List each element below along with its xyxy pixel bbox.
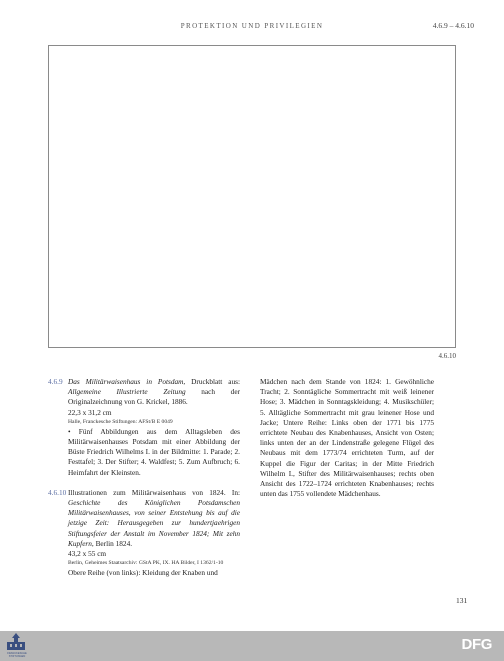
- footer-bar: [0, 631, 504, 661]
- building-icon: [3, 632, 29, 652]
- entry-dimensions: 43,2 x 55 cm: [68, 549, 107, 559]
- catalog-range: 4.6.9 – 4.6.10: [432, 21, 474, 30]
- running-head: PROTEKTION UND PRIVILEGIEN: [180, 22, 324, 30]
- entry-location: Halle, Franckesche Stiftungen: AFSt/B E 0049: [68, 418, 173, 425]
- citation-text: Illustrationen zum Militärwaisenhaus von 1824. In:: [68, 487, 240, 497]
- entry-citation: [68, 377, 240, 408]
- entry-dimensions: 22,3 x 31,2 cm: [68, 407, 112, 417]
- citation-text: , Druckblatt aus:: [183, 377, 240, 386]
- entry-number: 4.6.10: [48, 487, 67, 497]
- figure-placeholder: [48, 45, 456, 348]
- citation-text: , Berlin 1824.: [91, 538, 133, 548]
- entry-description: • Fünf Abbildungen aus dem Alltagsleben des Militärwaisenhauses Potsdam mit einer Abbildung der Büste Friedrich Wilhelms I. in der Bildmitte: 1. Parade; 2. Festtafel; 3. Der Stifter; 4. Waldfest; 5. Zum Aufbruch; 6. Heimfahrt der Kleinsten.: [68, 426, 240, 477]
- entry-description-continued: Mädchen nach dem Stande von 1824: 1. Gewöhnliche Tracht; 2. Sonntägliche Sommertracht mit weiß leinener Hose; 3. Mädchen in Sonntagskleidung; 4. Musikschüler; 5. Alltägliche Sommertracht mit grau leinener Hose und Jacke; Untere Reihe: Links oben der 1771 bis 1775 errichtete Neubau des Knabenhauses, Ansicht von Osten; links unten der an der Lindenstraße gelegene Flügel des Neubaus mit dem 1773/74 errichteten Turm, auf der Kuppel die Figur der Caritas; in der Mitte Friedrich Wilhelm I., Stifter des Militärwaisenhauses; rechts oben Ansicht des 1722–1724 errichteten Knabenhauses; rechts unten das 1755 vollendete Mädchenhaus.: [260, 377, 434, 499]
- citation-source: Geschichte des Königlichen Potsdamschen Militärwaisenhauses, von seiner Entstehung bis auf die jetzige Zeit: Herausgegeben zur hundertjaehrigen Stiftungsfeier der Anstalt im November 1824; Mit zehn Kupfern: [68, 498, 240, 548]
- page-number: 131: [456, 596, 468, 605]
- entry-number: 4.6.9: [48, 377, 63, 386]
- entry-citation: [68, 488, 240, 549]
- entry-description: Obere Reihe (von links): Kleidung der Knaben und: [68, 568, 218, 578]
- citation-source: Allgemeine Illustrierte Zeitung: [68, 387, 186, 397]
- citation-text: nach der Originalzeichnung von G. Krickel, 1886.: [68, 387, 240, 407]
- left-column: [48, 377, 240, 578]
- right-column: [260, 377, 434, 499]
- entry-title: Das Militärwaisenhaus in Potsdam: [68, 377, 184, 386]
- dfg-logo: DFG: [461, 636, 492, 653]
- figure-number: 4.6.10: [438, 352, 456, 360]
- entry-location: Berlin, Geheimes Staatsarchiv: GStA PK, IX. HA Bilder, I 1362/1-10: [68, 560, 224, 567]
- logo-text: FRANCKESCHE STIFTUNGEN: [7, 652, 27, 658]
